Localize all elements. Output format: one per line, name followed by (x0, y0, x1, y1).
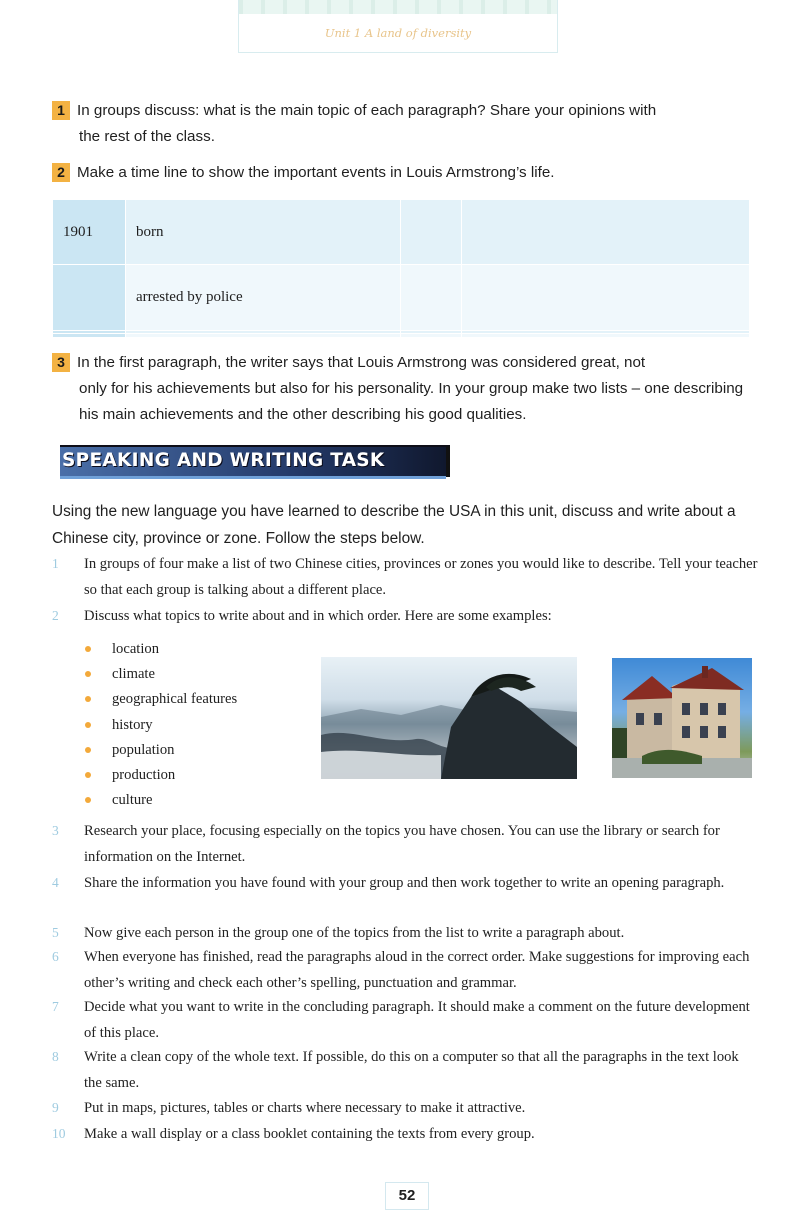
timeline-table (52, 199, 750, 338)
question-number: 1 (52, 101, 70, 120)
bullet-icon (85, 722, 91, 728)
step-3 (52, 818, 758, 870)
topic-label: culture (112, 792, 153, 809)
step-4 (52, 870, 758, 896)
list-item (82, 713, 237, 738)
step-number: 6 (52, 949, 59, 964)
step-1 (52, 551, 758, 603)
unit-header-tab (238, 0, 558, 53)
step-9 (52, 1095, 758, 1121)
step-2 (52, 603, 758, 629)
step-text: Now give each person in the group one of the topics from the list to write a paragraph about. (84, 925, 625, 941)
table-cell (462, 265, 750, 330)
bullet-icon (85, 671, 91, 677)
banner-underline (60, 476, 446, 479)
step-5 (52, 920, 758, 946)
step-6 (52, 944, 758, 996)
list-item (82, 637, 237, 662)
step-number: 7 (52, 999, 59, 1014)
table-cell-event (126, 334, 401, 338)
step-number: 8 (52, 1049, 59, 1064)
mountain-photo (321, 657, 577, 779)
bullet-icon (85, 772, 91, 778)
question-text: In groups discuss: what is the main topic of each paragraph? Share your opinions with (77, 102, 657, 119)
section-title: SPEAKING AND WRITING TASK (62, 450, 385, 471)
page-number: 52 (385, 1182, 429, 1210)
list-item (82, 662, 237, 687)
step-number: 5 (52, 925, 59, 940)
table-cell (401, 200, 462, 265)
topic-label: climate (112, 666, 155, 683)
step-number: 9 (52, 1100, 59, 1115)
step-7 (52, 994, 758, 1046)
question-text-cont: the rest of the class. (79, 128, 215, 145)
step-8 (52, 1044, 758, 1096)
step-text: Share the information you have found with your group and then work together to write an opening paragraph. (84, 875, 725, 891)
topic-label: production (112, 766, 176, 783)
table-cell-year: 1901 (53, 200, 126, 265)
header-decoration (239, 0, 557, 14)
bullet-icon (85, 747, 91, 753)
table-cell (401, 334, 462, 338)
question-number: 3 (52, 353, 70, 372)
list-item (82, 738, 237, 763)
topic-list (82, 637, 237, 813)
step-text: Decide what you want to write in the concluding paragraph. It should make a comment on the future development of this place. (84, 999, 750, 1041)
topic-label: history (112, 716, 153, 733)
question-2 (52, 160, 758, 186)
topic-label: location (112, 641, 160, 657)
question-text-cont: only for his achievements but also for his personality. In your group make two lists – one describing his main achievements and the other describing his good qualities. (79, 380, 744, 423)
step-text: In groups of four make a list of two Chinese cities, provinces or zones you would like to describe. Tell your teacher so that each group is talking about a different place. (84, 556, 758, 598)
table-row (53, 200, 750, 265)
bullet-icon (85, 797, 91, 803)
step-text: Research your place, focusing especially on the topics you have chosen. You can use the library or search for information on the Internet. (84, 823, 720, 865)
table-cell-event: born (126, 200, 401, 265)
topic-label: population (112, 741, 175, 758)
table-cell-year (53, 265, 126, 330)
question-1 (52, 98, 758, 150)
task-intro: Using the new language you have learned to describe the USA in this unit, discuss and write about a Chinese city, province or zone. Follow the steps below. (52, 503, 736, 547)
list-item (82, 687, 237, 712)
question-3 (52, 350, 758, 428)
bullet-icon (85, 696, 91, 702)
step-number: 3 (52, 823, 59, 838)
list-item (82, 763, 237, 788)
unit-label: Unit 1 A land of diversity (324, 26, 472, 40)
step-text: Write a clean copy of the whole text. If possible, do this on a computer so that all the paragraphs in the text look the same. (84, 1049, 739, 1091)
table-cell (462, 334, 750, 338)
step-10 (52, 1121, 758, 1147)
table-cell (462, 200, 750, 265)
table-cell (401, 265, 462, 330)
table-row (53, 334, 750, 338)
topic-label: geographical features (112, 691, 238, 708)
question-text: In the first paragraph, the writer says that Louis Armstrong was considered great, not (77, 354, 646, 371)
step-number: 1 (52, 556, 59, 571)
step-text: When everyone has finished, read the paragraphs aloud in the correct order. Make suggestions for improving each other’s writing and check each other’s spelling, punctuation and grammar. (84, 949, 750, 991)
step-text: Make a wall display or a class booklet containing the texts from every group. (84, 1126, 535, 1142)
bullet-icon (85, 646, 91, 652)
list-item (82, 788, 237, 813)
step-text: Put in maps, pictures, tables or charts where necessary to make it attractive. (84, 1100, 526, 1116)
building-photo (612, 658, 752, 778)
table-cell-event: arrested by police (126, 265, 401, 330)
step-number: 4 (52, 875, 59, 890)
question-text: Make a time line to show the important events in Louis Armstrong’s life. (77, 164, 555, 181)
table-cell-year (53, 334, 126, 338)
step-text: Discuss what topics to write about and in which order. Here are some examples: (84, 608, 552, 624)
table-row (53, 265, 750, 330)
question-number: 2 (52, 163, 70, 182)
step-number: 2 (52, 608, 59, 623)
section-banner (60, 445, 450, 477)
step-number: 10 (52, 1126, 66, 1141)
